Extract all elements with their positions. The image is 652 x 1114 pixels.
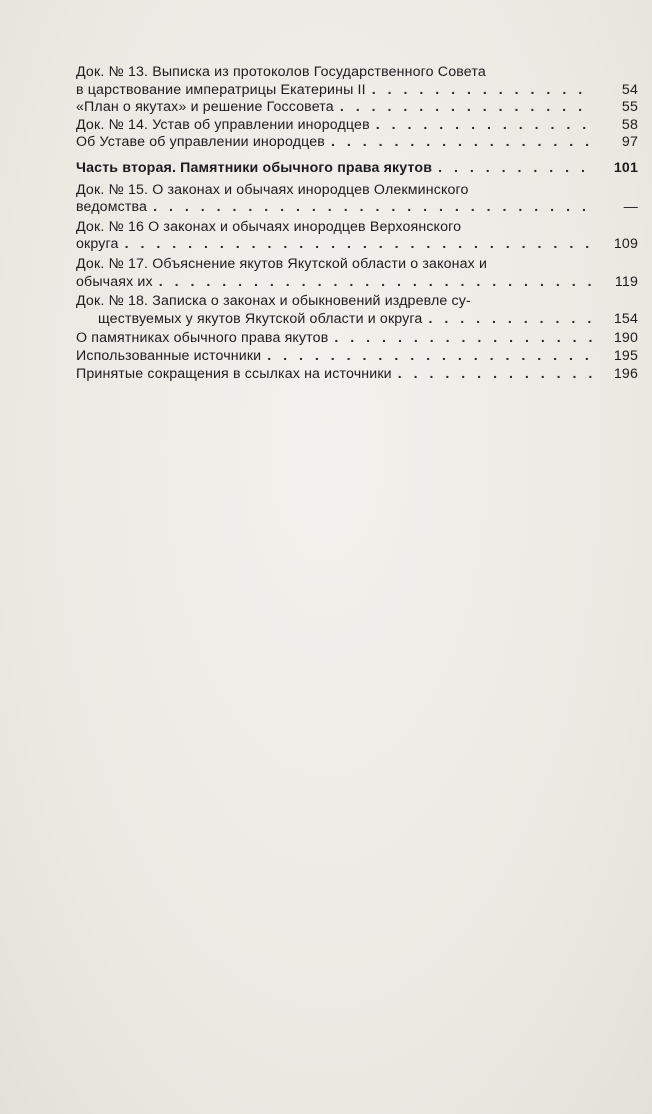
toc-page-number: 119 <box>614 273 638 290</box>
toc-entry-title-line2: округа <box>76 236 119 253</box>
toc-entry-title-line1: Док. № 13. Выписка из протоколов Государственного Совета <box>76 64 486 80</box>
toc-leader-dots <box>392 366 594 384</box>
toc-leader-dots <box>366 82 594 100</box>
toc-page-number: — <box>623 199 638 216</box>
toc-page-number: 190 <box>613 330 638 347</box>
table-of-contents <box>76 64 642 383</box>
toc-leader-dots <box>119 236 594 254</box>
toc-entry-title-line2: ведомства <box>76 199 148 216</box>
toc-entry-doc-13[interactable] <box>76 64 642 99</box>
toc-entry-title: «План о якутах» и решение Госсовета <box>76 99 334 116</box>
toc-entry-doc-14[interactable] <box>76 117 642 135</box>
toc-entry-ustav[interactable] <box>76 134 642 152</box>
toc-entry-title-line1: Док. № 17. Объяснение якутов Якутской области о законах и <box>76 255 488 272</box>
toc-entry-doc-15[interactable] <box>76 182 642 217</box>
toc-entry-title-line2: обычаях их <box>76 273 153 290</box>
toc-entry-title: Использованные источники <box>76 347 262 364</box>
toc-page-number: 109 <box>613 236 638 253</box>
toc-leader-dots <box>147 199 594 217</box>
toc-leader-dots <box>432 160 594 178</box>
toc-entry-title: О памятниках обычного права якутов <box>76 330 329 347</box>
toc-entry-pamyatniki[interactable] <box>76 330 642 348</box>
toc-leader-dots <box>370 117 594 135</box>
toc-leader-dots <box>334 99 594 117</box>
toc-page-number: 58 <box>621 116 638 133</box>
toc-entry-title-line1: Док. № 16 О законах и обычаях инородцев Верхоянского <box>76 218 462 235</box>
toc-entry-doc-16[interactable] <box>76 219 642 254</box>
toc-entry-sources[interactable] <box>76 348 642 366</box>
toc-page-number: 54 <box>621 81 638 98</box>
toc-leader-dots <box>422 311 594 329</box>
toc-leader-dots <box>328 330 594 348</box>
toc-entry-title-line1: Док. № 15. О законах и обычаях инородцев Олекминского <box>76 181 469 198</box>
toc-entry-title-line2: ществуемых у якутов Якутской области и округа <box>98 310 423 327</box>
toc-entry-title: Док. № 14. Устав об управлении инородцев <box>76 116 370 133</box>
toc-page-number: 97 <box>621 134 638 151</box>
toc-entry-title-line2: в царствование императрицы Екатерины II <box>76 81 366 98</box>
toc-page-number: 196 <box>613 365 638 382</box>
toc-entry-doc-17[interactable] <box>76 256 642 291</box>
toc-leader-dots <box>153 274 594 292</box>
toc-entry-doc-18[interactable] <box>76 293 642 328</box>
toc-page-number: 101 <box>613 159 638 176</box>
toc-page-number: 154 <box>613 310 638 327</box>
toc-part-title: Часть вторая. Памятники обычного права якутов <box>76 159 433 176</box>
toc-leader-dots <box>325 134 594 152</box>
toc-leader-dots <box>261 348 594 366</box>
toc-entry-title-line1: Док. № 18. Записка о законах и обыкновений издревле су- <box>76 293 471 310</box>
toc-entry-title: Принятые сокращения в ссылках на источники <box>76 365 392 382</box>
toc-entry-abbreviations[interactable] <box>76 366 642 384</box>
toc-page-number: 195 <box>613 347 638 364</box>
toc-entry-title: Об Уставе об управлении инородцев <box>76 134 325 151</box>
bleed-through-texture <box>60 400 640 1040</box>
toc-page-number: 55 <box>621 99 638 116</box>
toc-entry-plan[interactable] <box>76 99 642 117</box>
toc-entry-part-two[interactable] <box>76 160 642 178</box>
